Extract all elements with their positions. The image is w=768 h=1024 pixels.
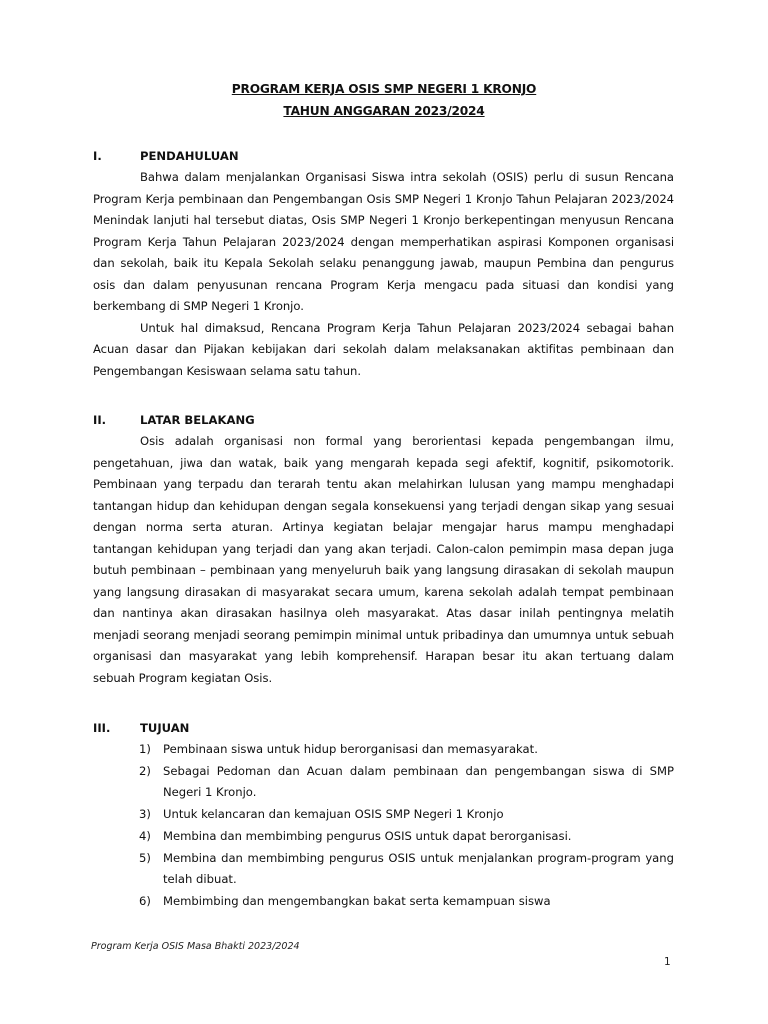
list-item [139,761,674,804]
page-number: 1 [664,956,671,968]
list-text: Membina dan membimbing pengurus OSIS untuk dapat berorganisasi. [163,828,572,843]
section-body [93,431,674,689]
list-number: 3) [139,807,151,822]
list-item [139,739,674,761]
document-subtitle: TAHUN ANGGARAN 2023/2024 [283,104,485,118]
list-item [139,826,674,848]
objectives-list [93,739,674,913]
section-tujuan [93,721,674,913]
section-heading [93,149,674,164]
list-text: Membina dan membimbing pengurus OSIS untuk menjalankan program-program yang telah dibuat. [163,850,674,887]
document-title: PROGRAM KERJA OSIS SMP NEGERI 1 KRONJO [231,82,537,96]
page-footer: Program Kerja OSIS Masa Bhakti 2023/2024 [91,941,300,952]
section-number: II. [93,413,107,427]
list-number: 5) [139,850,151,865]
list-number: 4) [139,828,151,843]
list-number: 6) [139,893,151,908]
list-item [139,848,674,891]
section-heading [93,721,674,736]
list-item [139,804,674,826]
paragraph: Osis adalah organisasi non formal yang berorientasi kepada pengembangan ilmu, pengetahuan, jiwa dan watak, baik yang mengarah kepada segi afektif, kognitif, psikomotorik. Pembinaan yang terpadu dan terarah tentu akan melahirkan lulusan yang mampu menghadapi tantangan hidup dan kehidupan dengan segala konsekuensi yang terjadi dengan sikap yang sesuai dengan norma serta aturan. Artinya kegiatan belajar mengajar harus mampu menghadapi tantangan kehidupan yang terjadi dan yang akan terjadi. Calon-calon pemimpin masa depan juga butuh pembinaan – pembinaan yang menyeluruh baik yang langsung dirasakan di sekolah maupun yang langsung dirasakan di masyarakat secara umum, karena sekolah adalah tempat pembinaan dan nantinya akan dirasakan hasilnya oleh masyarakat. Atas dasar inilah pentingnya melatih menjadi seorang menjadi seorang pemimpin minimal untuk pribadinya dan umumnya untuk sebuah organisasi dan masyarakat yang lebih komprehensif. Harapan besar itu akan tertuang dalam sebuah Program kegiatan Osis. [93,434,674,685]
section-pendahuluan [93,149,674,382]
section-title: TUJUAN [140,721,190,735]
list-number: 2) [139,763,151,778]
list-text: Untuk kelancaran dan kemajuan OSIS SMP Negeri 1 Kronjo [163,807,504,822]
section-title: LATAR BELAKANG [140,413,255,427]
section-number: III. [93,721,111,735]
section-body [93,167,674,382]
section-latar-belakang [93,413,674,689]
list-text: Pembinaan siswa untuk hidup berorganisasi dan memasyarakat. [163,742,538,756]
section-number: I. [93,149,102,163]
section-title: PENDAHULUAN [140,149,239,163]
list-text: Membimbing dan mengembangkan bakat serta kemampuan siswa [163,893,551,908]
paragraph: Untuk hal dimaksud, Rencana Program Kerja Tahun Pelajaran 2023/2024 sebagai bahan Acuan dasar dan Pijakan kebijakan dari sekolah dalam melaksanakan aktifitas pembinaan dan Pengembangan Kesiswaan selama satu tahun. [93,320,674,378]
document-title-block [0,78,768,122]
list-number: 1) [139,742,151,756]
section-heading [93,413,674,428]
list-item [139,891,674,913]
paragraph: Bahwa dalam menjalankan Organisasi Siswa intra sekolah (OSIS) perlu di susun Rencana Program Kerja pembinaan dan Pengembangan Osis SMP Negeri 1 Kronjo Tahun Pelajaran 2023/2024 Menindak lanjuti hal tersebut diatas, Osis SMP Negeri 1 Kronjo berkepentingan menyusun Rencana Program Kerja Tahun Pelajaran 2023/2024 dengan memperhatikan aspirasi Komponen organisasi dan sekolah, baik itu Kepala Sekolah selaku penanggung jawab, maupun Pembina dan pengurus osis dan dalam penyusunan rencana Program Kerja mengacu pada situasi dan kondisi yang berkembang di SMP Negeri 1 Kronjo. [93,170,674,313]
list-text: Sebagai Pedoman dan Acuan dalam pembinaan dan pengembangan siswa di SMP Negeri 1 Kronjo. [163,763,674,800]
